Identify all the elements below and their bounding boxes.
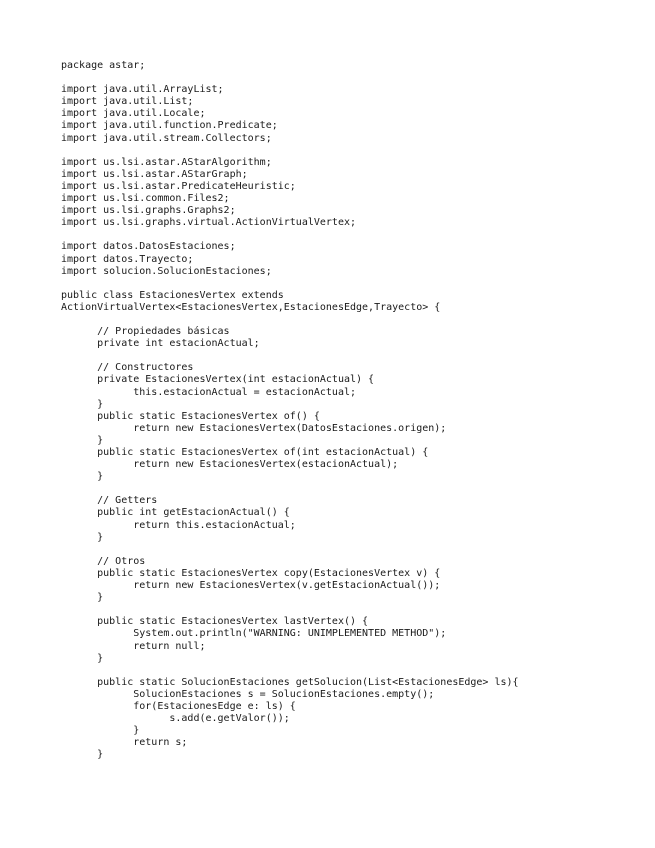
code-line: System.out.println("WARNING: UNIMPLEMENTED METHOD"); (61, 628, 447, 640)
code-line: return new EstacionesVertex(estacionActual); (61, 459, 399, 471)
code-line: import datos.Trayecto; (61, 253, 194, 265)
code-line: return s; (61, 737, 188, 749)
code-line: // Getters (61, 495, 158, 507)
code-line: } (61, 471, 104, 483)
code-line: import us.lsi.astar.AStarAlgorithm; (61, 156, 272, 168)
code-line: return new EstacionesVertex(DatosEstaciones.origen); (61, 422, 447, 434)
code-line: public static EstacionesVertex lastVertex() { (61, 616, 369, 628)
code-line: } (61, 592, 104, 604)
code-line: } (61, 398, 104, 410)
code-line: package astar; (61, 60, 146, 71)
code-line: import java.util.stream.Collectors; (61, 132, 272, 144)
code-line: } (61, 652, 104, 664)
code-line: import solucion.SolucionEstaciones; (61, 265, 272, 277)
code-line: import java.util.List; (61, 96, 194, 108)
code-line: return new EstacionesVertex(v.getEstacionActual()); (61, 580, 441, 592)
code-line: import java.util.Locale; (61, 108, 206, 120)
code-line: for(EstacionesEdge e: ls) { (61, 700, 296, 712)
code-line: // Constructores (61, 362, 194, 374)
code-line: // Propiedades básicas (61, 326, 230, 338)
code-line: import us.lsi.graphs.virtual.ActionVirtualVertex; (61, 217, 357, 229)
code-line: } (61, 531, 104, 543)
code-line: public static EstacionesVertex copy(EstacionesVertex v) { (61, 567, 441, 579)
code-line: } (61, 749, 104, 761)
code-line (61, 278, 519, 290)
code-line (61, 665, 519, 677)
code-line: private EstacionesVertex(int estacionActual) { (61, 374, 375, 386)
code-listing (61, 60, 519, 761)
code-line: public static SolucionEstaciones getSolucion(List<EstacionesEdge> ls){ (61, 676, 519, 688)
code-line: } (61, 434, 104, 446)
code-line: ActionVirtualVertex<EstacionesVertex,EstacionesEdge,Trayecto> { (61, 301, 441, 313)
code-line: return null; (61, 640, 206, 652)
code-line: } (61, 725, 140, 737)
code-line: return this.estacionActual; (61, 519, 296, 531)
code-line (61, 544, 519, 556)
code-line: public static EstacionesVertex of() { (61, 410, 320, 422)
code-line: public static EstacionesVertex of(int estacionActual) { (61, 447, 429, 458)
code-line: import datos.DatosEstaciones; (61, 241, 236, 253)
code-line: import us.lsi.graphs.Graphs2; (61, 205, 236, 217)
code-line: this.estacionActual = estacionActual; (61, 386, 357, 398)
code-line: import us.lsi.astar.AStarGraph; (61, 168, 248, 180)
code-line (61, 72, 519, 84)
code-line: import java.util.function.Predicate; (61, 120, 278, 132)
code-line: s.add(e.getValor()); (61, 713, 290, 725)
code-line: public class EstacionesVertex extends (61, 289, 284, 301)
code-line (61, 229, 519, 241)
code-line (61, 350, 519, 362)
code-line: private int estacionActual; (61, 338, 260, 350)
code-line (61, 483, 519, 495)
code-line: import us.lsi.astar.PredicateHeuristic; (61, 180, 296, 192)
code-line (61, 145, 519, 157)
code-line: // Otros (61, 555, 146, 567)
code-line: public int getEstacionActual() { (61, 507, 290, 519)
code-line: import java.util.ArrayList; (61, 84, 224, 96)
code-line (61, 314, 519, 326)
code-line (61, 604, 519, 616)
code-line: SolucionEstaciones s = SolucionEstaciones.empty(); (61, 688, 435, 700)
code-line: import us.lsi.common.Files2; (61, 193, 230, 205)
